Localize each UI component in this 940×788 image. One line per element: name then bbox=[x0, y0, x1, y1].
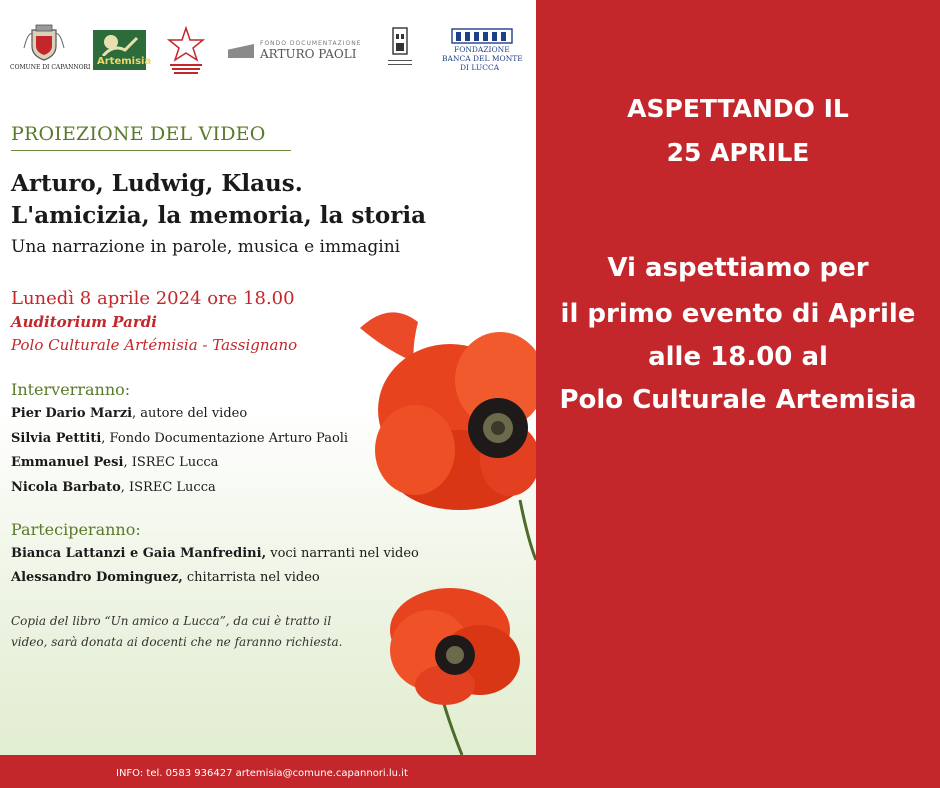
announcement-line6: Polo Culturale Artemisia bbox=[559, 385, 917, 415]
section-title: PROIEZIONE DEL VIDEO bbox=[11, 123, 266, 145]
arturo-paoli-logo bbox=[228, 40, 360, 62]
fondazione-label-1: FONDAZIONE bbox=[454, 45, 510, 54]
speaker-item: Silvia Pettiti, Fondo Documentazione Arturo Paoli bbox=[11, 431, 349, 446]
capannori-crest-logo bbox=[10, 22, 91, 74]
civic-tower-logo bbox=[386, 26, 414, 72]
speakers-heading: Interverranno: bbox=[11, 380, 131, 399]
book-note bbox=[11, 611, 343, 653]
venue-location: Polo Culturale Artémisia - Tassignano bbox=[11, 336, 298, 354]
participant-item: Bianca Lattanzi e Gaia Manfredini, voci narranti nel video bbox=[11, 546, 419, 561]
participant-item: Alessandro Dominguez, chitarrista nel video bbox=[11, 570, 320, 585]
book-note-line1: Copia del libro “Un amico a Lucca”, da cui è tratto il bbox=[11, 614, 332, 628]
book-note-line2: video, sarà donata ai docenti che ne faranno richiesta. bbox=[11, 635, 343, 649]
event-subtitle: Una narrazione in parole, musica e immagini bbox=[11, 237, 401, 257]
isrec-star-logo bbox=[166, 26, 206, 78]
arturo-big-label: ARTURO PAOLI bbox=[260, 47, 357, 61]
speaker-item: Nicola Barbato, ISREC Lucca bbox=[11, 480, 216, 495]
announcement-line3: Vi aspettiamo per bbox=[607, 253, 869, 283]
artemisia-label: Artemisia bbox=[97, 56, 152, 67]
section-divider bbox=[11, 150, 291, 151]
artemisia-logo bbox=[93, 30, 152, 70]
event-title-line1: Arturo, Ludwig, Klaus. bbox=[11, 170, 303, 197]
large-poppy bbox=[375, 332, 536, 510]
capannori-label: COMUNE DI CAPANNORI bbox=[10, 64, 91, 71]
fondazione-label-2: BANCA DEL MONTE bbox=[442, 54, 523, 63]
arturo-small-label: FONDO DOCUMENTAZIONE bbox=[260, 40, 362, 47]
venue-name: Auditorium Pardi bbox=[11, 313, 157, 331]
event-date: Lunedì 8 aprile 2024 ore 18.00 bbox=[11, 288, 295, 309]
small-poppy bbox=[390, 588, 520, 705]
falling-petal bbox=[360, 312, 418, 362]
fondazione-label-3: DI LUCCA bbox=[460, 63, 500, 72]
info-footer-text: INFO: tel. 0583 936427 artemisia@comune.capannori.lu.it bbox=[116, 768, 408, 779]
poppy-illustration bbox=[340, 300, 536, 760]
speaker-item: Emmanuel Pesi, ISREC Lucca bbox=[11, 455, 219, 470]
participants-heading: Parteciperanno: bbox=[11, 520, 141, 539]
sponsor-logos bbox=[0, 22, 536, 82]
event-title-line2: L'amicizia, la memoria, la storia bbox=[11, 202, 427, 229]
speaker-item: Pier Dario Marzi, autore del video bbox=[11, 406, 248, 421]
announcement-heading-line1: ASPETTANDO IL bbox=[627, 94, 849, 123]
announcement-heading-line2: 25 APRILE bbox=[666, 138, 810, 167]
fondazione-logo bbox=[440, 28, 524, 74]
announcement-line4: il primo evento di Aprile bbox=[560, 299, 916, 329]
announcement-line5: alle 18.00 al bbox=[648, 342, 828, 372]
